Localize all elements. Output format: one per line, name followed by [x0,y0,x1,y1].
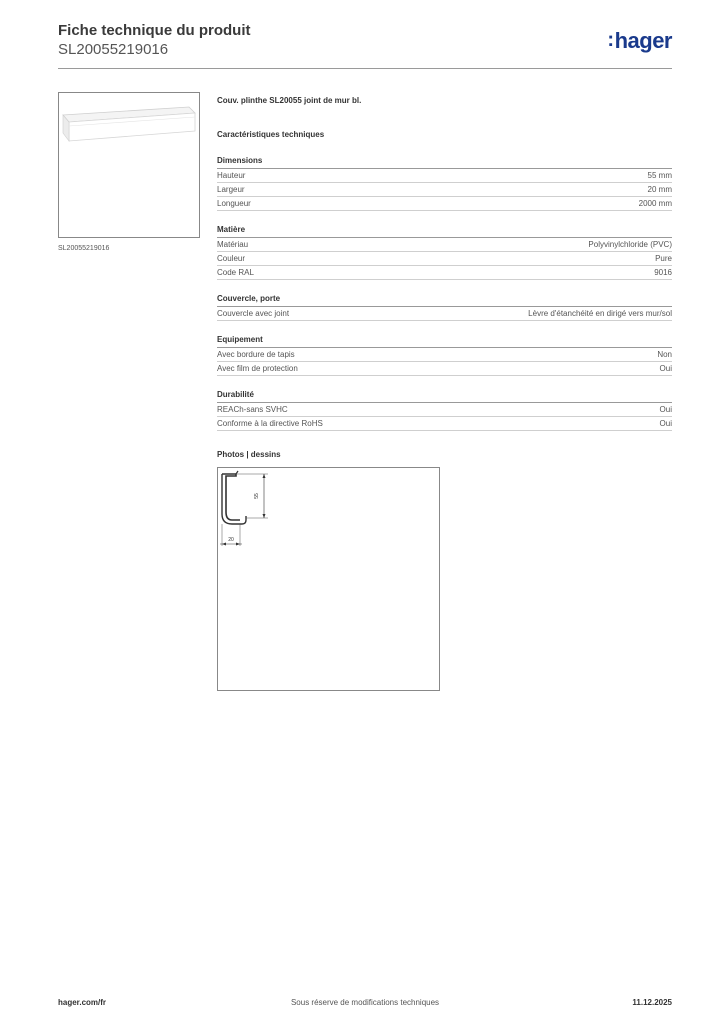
spec-row [217,348,672,362]
logo-mark-icon: : [607,29,614,51]
spec-value: Oui [659,364,672,373]
section-matiere [217,225,672,280]
section-title: Dimensions [217,156,672,169]
logo-text: hager [614,28,672,53]
spec-value: Oui [659,405,672,414]
spec-label: Couleur [217,254,246,263]
spec-value: Polyvinylchloride (PVC) [588,240,672,249]
product-image [58,92,200,238]
section-title: Couvercle, porte [217,294,672,307]
product-details [217,96,672,431]
product-name: Couv. plinthe SL20055 joint de mur bl. [217,96,362,105]
spec-label: Avec bordure de tapis [217,350,295,359]
section-equipement [217,335,672,376]
section-durabilite [217,390,672,431]
spec-label: Code RAL [217,268,254,277]
section-title: Equipement [217,335,672,348]
spec-label: Largeur [217,185,245,194]
product-image-caption: SL20055219016 [58,245,110,252]
spec-value: 2000 mm [638,199,672,208]
width-dimension-label: 20 [228,537,234,543]
spec-label: Avec film de protection [217,364,298,373]
document-header [58,22,672,59]
spec-label: REACh-sans SVHC [217,405,288,414]
section-title: Matière [217,225,672,238]
cross-section-drawing [218,468,439,690]
spec-value: 9016 [654,268,672,277]
spec-label: Conforme à la directive RoHS [217,419,323,428]
spec-label: Couvercle avec joint [217,309,290,318]
spec-row [217,197,672,211]
spec-row [217,307,672,321]
hager-logo [607,28,672,54]
section-title: Durabilité [217,390,672,403]
spec-label: Matériau [217,240,249,249]
spec-row [217,266,672,280]
spec-value: Pure [655,254,672,263]
footer-notice: Sous réserve de modifications techniques [290,998,440,1007]
cover-profile-image [59,93,199,237]
technical-drawing [217,467,440,691]
header-divider [58,68,672,69]
section-couvercle-porte [217,294,672,321]
spec-row [217,252,672,266]
photos-title: Photos | dessins [217,450,281,459]
spec-value: Oui [659,419,672,428]
spec-label: Longueur [217,199,251,208]
footer-date: 11.12.2025 [632,998,672,1007]
height-dimension-label: 55 [254,493,260,499]
spec-row [217,417,672,431]
spec-row [217,169,672,183]
spec-value: Non [657,350,672,359]
spec-row [217,238,672,252]
spec-value: Lèvre d'étanchéité en dirigé vers mur/sol [528,309,672,318]
spec-value: 55 mm [647,171,672,180]
footer-website: hager.com/fr [58,998,107,1007]
spec-label: Hauteur [217,171,246,180]
spec-row [217,362,672,376]
document-footer [58,998,672,1010]
document-title: Fiche technique du produit [58,22,251,39]
product-reference: SL20055219016 [58,41,169,58]
section-dimensions [217,156,672,211]
spec-row [217,183,672,197]
spec-value: 20 mm [647,185,672,194]
spec-row [217,403,672,417]
characteristics-title: Caractéristiques techniques [217,130,325,139]
